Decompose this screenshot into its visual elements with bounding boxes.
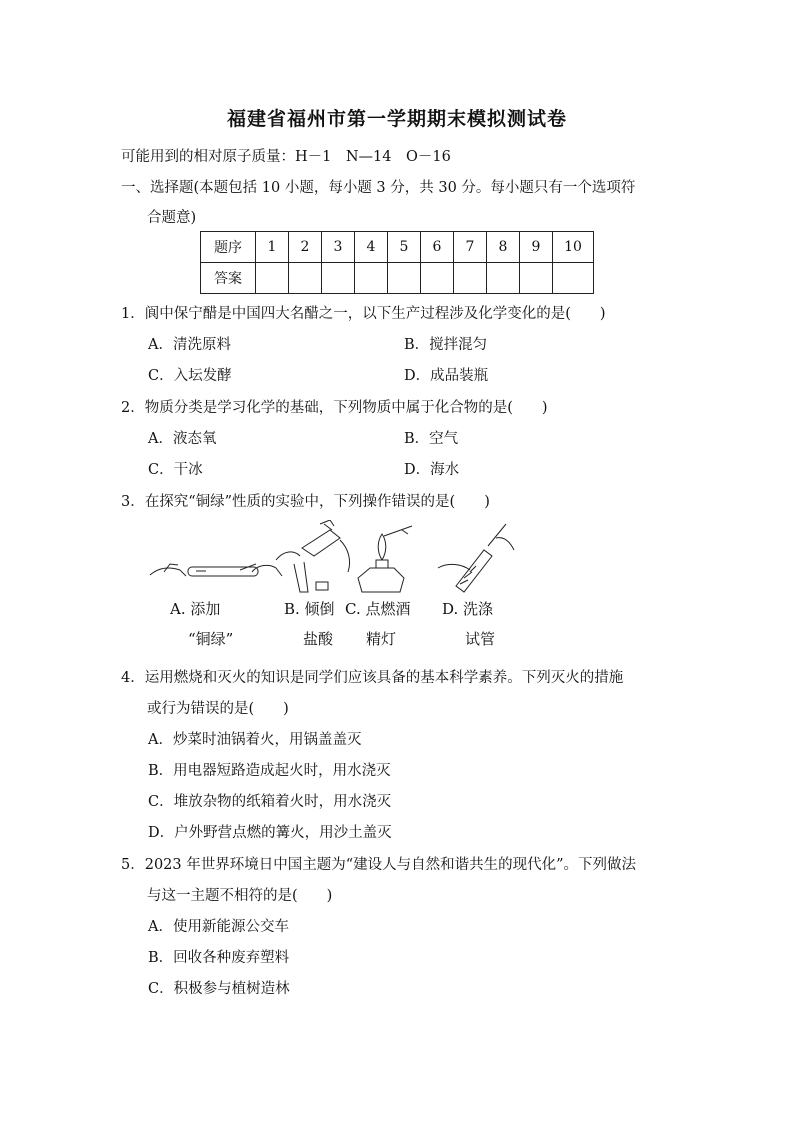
question-4-option-d: D．户外野营点燃的篝火，用沙土盖灭 xyxy=(148,825,392,841)
section-heading-cont: 合题意) xyxy=(147,210,197,226)
caption-d-line2: 试管 xyxy=(465,630,496,648)
answer-cell[interactable] xyxy=(421,263,454,294)
caption-a-line1: A. 添加 xyxy=(170,600,221,618)
table-cell-number: 9 xyxy=(520,232,553,263)
question-2-option-d: D．海水 xyxy=(404,462,460,478)
caption-c-line1: C. 点燃酒 xyxy=(345,600,411,618)
question-5-stem: 5．2023 年世界环境日中国主题为“建设人与自然和谐共生的现代化”。下列做法 xyxy=(121,857,637,873)
lab-operations-figure xyxy=(144,520,524,595)
table-cell-number: 1 xyxy=(256,232,289,263)
question-5-option-a: A．使用新能源公交车 xyxy=(148,919,289,935)
answer-table-answer-row xyxy=(201,263,594,294)
answer-table-number-row xyxy=(201,232,594,263)
caption-c-line2: 精灯 xyxy=(366,630,397,648)
question-4-stem-cont: 或行为错误的是( ) xyxy=(147,701,289,717)
answer-table xyxy=(200,231,594,294)
question-2-option-a: A．液态氧 xyxy=(148,431,217,447)
table-cell-number: 8 xyxy=(487,232,520,263)
question-4-option-a: A．炒菜时油锅着火，用锅盖盖灭 xyxy=(148,732,362,748)
caption-b-line1: B. 倾倒 xyxy=(284,600,335,618)
question-3-stem: 3．在探究“铜绿”性质的实验中，下列操作错误的是( ) xyxy=(121,494,490,510)
question-1-option-d: D．成品装瓶 xyxy=(404,368,489,384)
question-1-stem: 1．阆中保宁醋是中国四大名醋之一，以下生产过程涉及化学变化的是( ) xyxy=(121,306,606,322)
table-cell-number: 10 xyxy=(553,232,594,263)
question-1-option-a: A．清洗原料 xyxy=(148,337,231,353)
question-5-stem-cont: 与这一主题不相符的是( ) xyxy=(147,888,333,904)
figure-a-adding-malachite xyxy=(150,564,282,576)
table-cell-number: 7 xyxy=(454,232,487,263)
figure-c-lighting-lamp xyxy=(358,526,412,592)
table-header-number: 题序 xyxy=(201,232,256,263)
table-cell-number: 6 xyxy=(421,232,454,263)
question-1-option-c: C．入坛发酵 xyxy=(148,368,232,384)
question-2-option-c: C．干冰 xyxy=(148,462,203,478)
answer-cell[interactable] xyxy=(355,263,388,294)
answer-cell[interactable] xyxy=(454,263,487,294)
table-cell-number: 3 xyxy=(322,232,355,263)
question-1-option-b: B．搅拌混匀 xyxy=(404,337,488,353)
question-4-option-b: B．用电器短路造成起火时，用水浇灭 xyxy=(148,763,391,779)
question-2-stem: 2．物质分类是学习化学的基础，下列物质中属于化合物的是( ) xyxy=(121,400,548,416)
answer-cell[interactable] xyxy=(289,263,322,294)
caption-a-line2: “铜绿” xyxy=(188,630,234,648)
table-header-answer: 答案 xyxy=(201,263,256,294)
answer-cell[interactable] xyxy=(256,263,289,294)
figure-b-pouring-acid xyxy=(276,520,350,592)
caption-b-line2: 盐酸 xyxy=(303,630,334,648)
question-5-option-c: C．积极参与植树造林 xyxy=(148,981,290,997)
table-cell-number: 4 xyxy=(355,232,388,263)
answer-cell[interactable] xyxy=(487,263,520,294)
table-cell-number: 2 xyxy=(289,232,322,263)
section-heading: 一、选择题(本题包括 10 小题，每小题 3 分，共 30 分。每小题只有一个选项符 xyxy=(121,180,636,196)
question-5-option-b: B．回收各种废弃塑料 xyxy=(148,950,290,966)
question-2-option-b: B．空气 xyxy=(404,431,459,447)
question-4-stem: 4．运用燃烧和灭火的知识是同学们应该具备的基本科学素养。下列灭火的措施 xyxy=(121,670,624,686)
question-4-option-c: C．堆放杂物的纸箱着火时，用水浇灭 xyxy=(148,794,392,810)
exam-title: 福建省福州市第一学期期末模拟测试卷 xyxy=(226,108,567,130)
atomic-mass-note: 可能用到的相对原子质量：H－1 N—14 O－16 xyxy=(121,149,451,165)
table-cell-number: 5 xyxy=(388,232,421,263)
answer-cell[interactable] xyxy=(388,263,421,294)
answer-cell[interactable] xyxy=(553,263,594,294)
caption-d-line1: D. 洗涤 xyxy=(442,600,494,618)
answer-cell[interactable] xyxy=(520,263,553,294)
answer-cell[interactable] xyxy=(322,263,355,294)
figure-d-washing-tube xyxy=(438,524,514,592)
